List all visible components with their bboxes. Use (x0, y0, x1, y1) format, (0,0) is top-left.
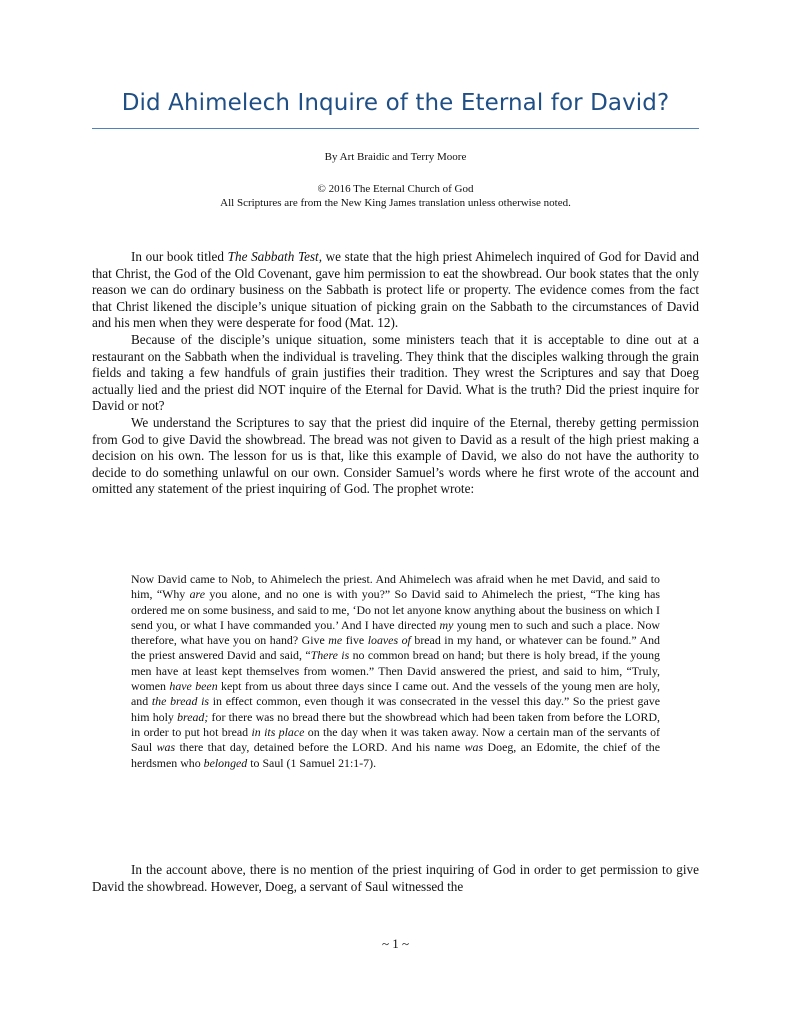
paragraph-text: In our book titled (131, 249, 228, 264)
paragraph: In the account above, there is no mention of the priest inquiring of God in order to get permission to give David the showbread. However, Doeg, a servant of Saul witnessed the (92, 862, 699, 894)
paragraph-text: we state that the high priest Ahimelech inquired of God for David and that Christ, the God of the Old Covenant, gave him permission to eat the showbread. Our book states that the only reason we can do ordinary business on the Sabbath is protect life or property. The evidence comes from the fact that Christ likened the disciple’s unique situation of picking grain on the Sabbath to the circumstances of David and his men when they were desperate for food (Mat. 12). (92, 249, 700, 331)
title-underline (92, 128, 699, 129)
copyright-line: © 2016 The Eternal Church of God (317, 183, 474, 195)
byline: By Art Braidic and Terry Moore (324, 151, 467, 163)
paragraph (92, 249, 699, 332)
page-title: Did Ahimelech Inquire of the Eternal for David? (121, 90, 670, 116)
book-title: The Sabbath Test, (227, 249, 323, 264)
page-number: ~ 1 ~ (381, 936, 410, 951)
body-text (92, 249, 699, 498)
paragraph: Because of the disciple’s unique situation, some ministers teach that it is acceptable to dine out at a restaurant on the Sabbath when the individual is traveling. They think that the disciples walking through the grain fields and taking a few handfuls of grain justifies their tradition. They wrest the Scriptures and say that Doeg actually lied and the priest did NOT inquire of the Eternal for David. What is the truth? Did the priest inquire for David or not? (92, 331, 699, 414)
paragraph: We understand the Scriptures to say that the priest did inquire of the Eternal, thereby getting permission from God to give David the showbread. The bread was not given to David as a result of the high priest making a decision on his own. The lesson for us is that, like this example of David, we also do not have the authority to decide to do something unlawful on our own. Consider Samuel’s words where he first wrote of the account and omitted any statement of the priest inquiring of God. The prophet wrote: (92, 414, 699, 497)
body-text-continued (92, 862, 699, 895)
quote-text: Now David came to Nob, to Ahimelech the priest. And Ahimelech was afraid when he met David, and said to him, “Why are you alone, and no one is with you?” So David said to Ahimelech the priest, “The king has ordered me on some business, and said to me, ‘Do not let anyone know anything about the business on which I send you, or what I have commanded you.’ And I have directed my young men to such and such a place. Now therefore, what have you on hand? Give me five loaves of bread in my hand, or whatever can be found.” And the priest answered David and said, “There is no common bread on hand; but there is holy bread, if the young men have at least kept themselves from women.” Then David answered the priest, and said to him, “Truly, women have been kept from us about three days since I came out. And the vessels of the young men are holy, and the bread is in effect common, even though it was consecrated in the vessel this day.” So the priest gave him holy bread; for there was no bread there but the showbread which had been taken from before the LORD, in order to put hot bread in its place on the day when it was taken away. Now a certain man of the servants of Saul was there that day, detained before the LORD. And his name was Doeg, an Edomite, the chief of the herdsmen who belonged to Saul (1 Samuel 21:1-7). (131, 572, 661, 770)
scripture-note: All Scriptures are from the New King James translation unless otherwise noted. (220, 197, 571, 209)
scripture-quote (131, 572, 660, 771)
